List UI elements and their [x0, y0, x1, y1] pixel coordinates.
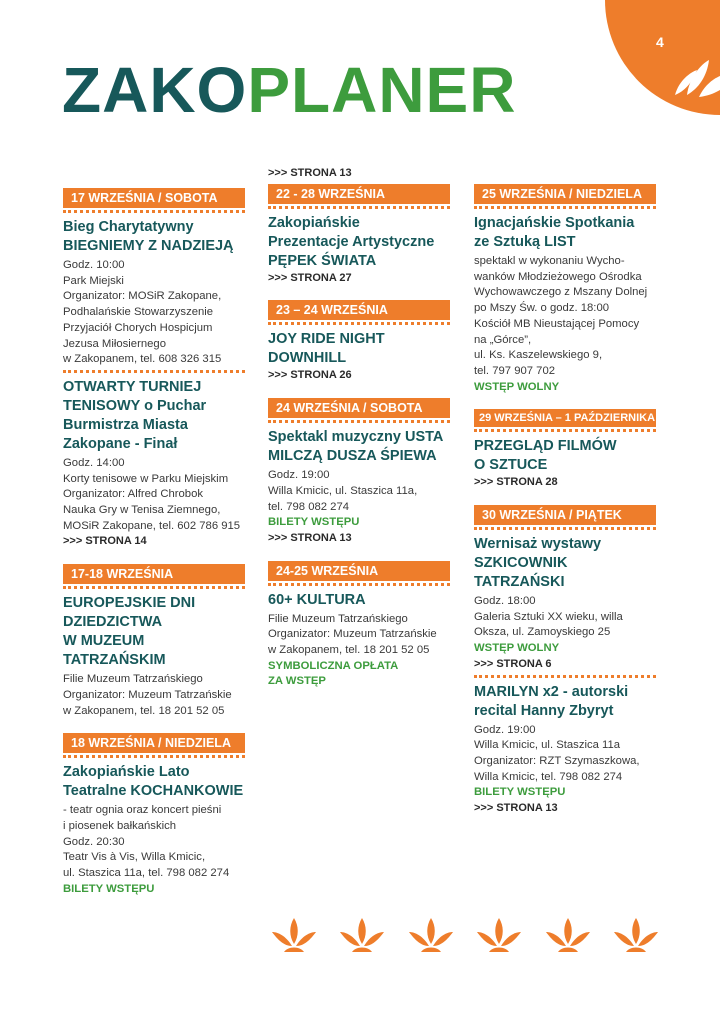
- event-title: OTWARTY TURNIEJ TENISOWY o Puchar Burmistrza Miasta Zakopane - Finał: [63, 378, 207, 452]
- ticket-note: BILETY WSTĘPU: [268, 516, 360, 529]
- dotted-divider: [63, 370, 245, 373]
- page-reference: >>> STRONA 13: [268, 167, 352, 179]
- column-2: [268, 166, 450, 690]
- date-bar: 30 WRZEŚNIA / PIĄTEK: [474, 505, 656, 525]
- event-title: MARILYN x2 - autorski recital Hanny Zbyryt: [474, 683, 629, 719]
- event-info: - teatr ognia oraz koncert pieśni i piosenek bałkańskich Godz. 20:30 Teatr Vis à Vis, Willa Kmicic, ul. Staszica 11a, tel. 798 082 274: [63, 804, 230, 880]
- dotted-divider: [268, 420, 450, 423]
- logo: ZAKOPLANER: [62, 54, 517, 126]
- ticket-note: WSTĘP WOLNY: [474, 380, 560, 393]
- event-info: Godz. 14:00 Korty tenisowe w Parku Miejskim Organizator: Alfred Chrobok Nauka Gry w Tenisa Ziemnego, MOSiR Zakopane, tel. 602 786 915: [63, 456, 241, 532]
- date-bar: 25 WRZEŚNIA / NIEDZIELA: [474, 184, 656, 204]
- event-info: Filie Muzeum Tatrzańskiego Organizator: Muzeum Tatrzańskie w Zakopanem, tel. 18 201 52 05: [63, 673, 232, 717]
- leaf-ornament-icon: [270, 912, 318, 954]
- dotted-divider: [474, 527, 656, 530]
- date-bar: 29 WRZEŚNIA – 1 PAŹDZIERNIKA: [474, 409, 656, 427]
- leaf-ornament-icon: [407, 912, 455, 954]
- ticket-note: WSTĘP WOLNY: [474, 642, 560, 655]
- date-bar: 17 WRZEŚNIA / SOBOTA: [63, 188, 245, 208]
- page-reference: >>> STRONA 13: [474, 802, 558, 815]
- date-bar: 24 WRZEŚNIA / SOBOTA: [268, 398, 450, 418]
- event-title: Wernisaż wystawy SZKICOWNIK TATRZAŃSKI: [474, 536, 602, 591]
- date-bar: 24-25 WRZEŚNIA: [268, 561, 450, 581]
- event-title: Zakopiańskie Lato Teatralne KOCHANKOWIE: [63, 764, 244, 800]
- leaf-ornament-icon: [544, 912, 592, 954]
- ticket-note: SYMBOLICZNA OPŁATA ZA WSTĘP: [268, 659, 399, 688]
- event-info: Filie Muzeum Tatrzańskiego Organizator: Muzeum Tatrzańskie w Zakopanem, tel. 18 201 52 05: [268, 612, 437, 657]
- dotted-divider: [268, 322, 450, 325]
- page-reference: >>> STRONA 6: [474, 657, 552, 670]
- event-info: Godz. 19:00 Willa Kmicic, ul. Staszica 11a, tel. 798 082 274: [268, 469, 418, 513]
- dotted-divider: [63, 586, 245, 589]
- event-info: spektakl w wykonaniu Wycho- wanków Młodzieżowego Ośrodka Wychowawczego z Mszany Dolnej po Mszy Św. o godz. 18:00 Kościół MB Nieustającej Pomocy na „Górce”, ul. Ks. Kaszelewskiego 9, tel. 797 907 702: [474, 255, 648, 377]
- page-reference: >>> STRONA 26: [268, 369, 352, 382]
- dotted-divider: [474, 675, 656, 678]
- page-reference: >>> STRONA 13: [268, 531, 352, 544]
- event-title: Zakopiańskie Prezentacje Artystyczne PĘPEK ŚWIATA: [268, 214, 435, 269]
- event-title: JOY RIDE NIGHT DOWNHILL: [268, 331, 385, 367]
- column-3: [474, 178, 656, 817]
- dotted-divider: [63, 210, 245, 213]
- event-info: Godz. 19:00 Willa Kmicic, ul. Staszica 11a Organizator: RZT Szymaszkowa, Willa Kmicic, tel. 798 082 274: [474, 723, 640, 783]
- dotted-divider: [268, 583, 450, 586]
- leaf-ornament-icon: [612, 912, 660, 954]
- ticket-note: BILETY WSTĘPU: [474, 786, 566, 799]
- leaf-ornament-icon: [338, 912, 386, 954]
- ticket-note: BILETY WSTĘPU: [63, 882, 155, 895]
- event-info: Godz. 10:00 Park Miejski Organizator: MOSiR Zakopane, Podhalańskie Stowarzyszenie Przyjaciół Chorych Hospicjum Jezusa Miłosiernego w Zakopanem, tel. 608 326 315: [63, 259, 222, 366]
- dotted-divider: [63, 755, 245, 758]
- event-info: Godz. 18:00 Galeria Sztuki XX wieku, willa Oksza, ul. Zamoyskiego 25: [474, 595, 623, 639]
- date-bar: 22 - 28 WRZEŚNIA: [268, 184, 450, 204]
- leaf-ornament-icon: [475, 912, 523, 954]
- event-title: PRZEGLĄD FILMÓW O SZTUCE: [474, 438, 617, 474]
- column-1: [63, 182, 245, 897]
- page-reference: >>> STRONA 27: [268, 271, 352, 284]
- page-reference: >>> STRONA 28: [474, 476, 558, 489]
- event-title: 60+ KULTURA: [268, 591, 366, 608]
- date-bar: 17-18 WRZEŚNIA: [63, 564, 245, 584]
- event-title: Ignacjańskie Spotkania ze Sztuką LIST: [474, 215, 635, 250]
- event-title: Bieg Charytatywny BIEGNIEMY Z NADZIEJĄ: [63, 219, 234, 254]
- event-title: Spektakl muzyczny USTA MILCZĄ DUSZA ŚPIEWA: [268, 429, 444, 465]
- ornament-row: [270, 912, 660, 954]
- page-number: 4: [656, 34, 664, 50]
- dotted-divider: [474, 206, 656, 209]
- date-bar: 18 WRZEŚNIA / NIEDZIELA: [63, 733, 245, 753]
- dotted-divider: [474, 429, 656, 432]
- date-bar: 23 – 24 WRZEŚNIA: [268, 300, 450, 320]
- dotted-divider: [268, 206, 450, 209]
- corner-decoration: [605, 0, 720, 115]
- event-title: EUROPEJSKIE DNI DZIEDZICTWA W MUZEUM TATRZAŃSKIM: [63, 595, 196, 669]
- page-reference: >>> STRONA 14: [63, 535, 147, 548]
